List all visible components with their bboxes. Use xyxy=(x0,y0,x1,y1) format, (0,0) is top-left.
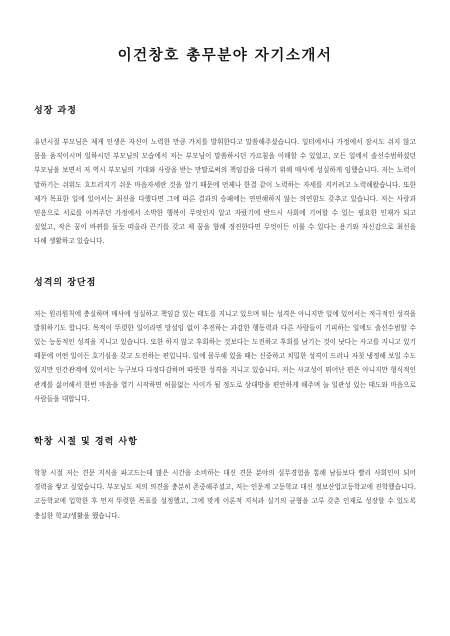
document-title: 이건창호 총무분야 자기소개서 xyxy=(117,47,333,64)
section-body: 학창 시절 저는 견문 지식을 파고드는데 많은 시간을 소비하는 대신 견문 분야의 실무경험을 통해 남들보다 빨리 사회인이 되어 경력을 쌓고 싶었습니다. 부모님도 저의 의견을 충분히 존중해주셨고, 저는 인문계 고등학교 대신 정보산업고등학교에 진학했습니다. 고등학교에 입학한 후 먼저 뚜렷한 목표를 설정했고, 그에 맞게 이론적 지식과 실기의 균형을 고루 갖춘 인재로 성장할 수 있도록 충실한 학교/생활을 했습니다. xyxy=(34,469,416,520)
section-school-career xyxy=(34,434,416,523)
section-personality xyxy=(34,275,416,406)
section-body: 저는 원리원칙에 충실하며 매사에 성실하고 책임감 있는 태도를 지니고 있으며 튀는 성격은 아니지만 일에 있어서는 적극적인 성격을 발휘하기도 합니다. 목적이 뚜렷한 일이라면 망설임 없이 추진하는 과감한 행동력과 다른 사람들이 기피하는 일에도 솔선수범할 수 있는 능동적인 성격을 지니고 있습니다. 또한 하지 않고 후회하는 것보다는 도전하고 후회를 남기는 것이 낫다는 사고를 지니고 있기 때문에 어떤 일이든 호기심을 갖고 도전하는 편입니다. 일에 몰두해 있을 때는 신중하고 치밀한 성격이 드러나 자칫 냉정해 보일 수도 있지만 인간관계에 있어서는 누구보다 다정다감하며 따뜻한 성격을 지니고 있습니다. 저는 사교성이 뛰어난 편은 아니지만 형식적인 관계를 싫어해서 한번 마음을 열기 시작하면 허물없는 사이가 될 정도로 상대방을 편안하게 해주며 늘 일관성 있는 태도와 마음으로 사람들을 대합니다. xyxy=(34,309,416,403)
section-heading: 학창 시절 및 경력 사항 xyxy=(34,437,138,448)
section-body: 유년시절 부모님은 제게 인생은 자신이 노력한 만큼 가치를 발휘한다고 말씀해주셨습니다. 일터에서나 가정에서 잠시도 쉬지 않고 몸을 움직이시며 일하시던 부모님의 모습에서 저는 부모님이 말씀하시던 가르침을 이해할 수 있었고, 모든 일에서 솔선수범하셨던 부모님을 보면서 저 역시 부모님의 기대와 사랑을 받는 만딸로써의 책임감을 다하기 위해 매사에 성실하게 임했습니다. 저는 노력이 말하기는 쉬워도 흐트러지기 쉬운 마음자세란 것을 알기 때문에 언제나 한결 같이 노력하는 자세를 지키려고 노력해왔습니다. 또한 제가 목표한 일에 있어서는 최선을 다했다면 그에 따른 결과의 승패에는 연연해하지 않는 의연함도 갖추고 있습니다. 저는 사랑과 믿음으로 서로를 아껴주던 가정에서 소박한 행복이 무엇인지 알고 자랐기에 반드시 사회에 기여할 수 있는 필요한 인재가 되고 싶었고, 작은 꿈이 바뀌를 돌듯 떠올라 끈기를 갖고 제 꿈을 향해 정진한다면 무엇이든 이룰 수 있다는 용기와 자신감으로 최선을 다해 생활하고 있습니다. xyxy=(34,138,416,246)
section-heading: 성장 과정 xyxy=(34,106,77,116)
section-growth xyxy=(34,103,416,249)
section-heading: 성격의 장단점 xyxy=(34,277,97,288)
